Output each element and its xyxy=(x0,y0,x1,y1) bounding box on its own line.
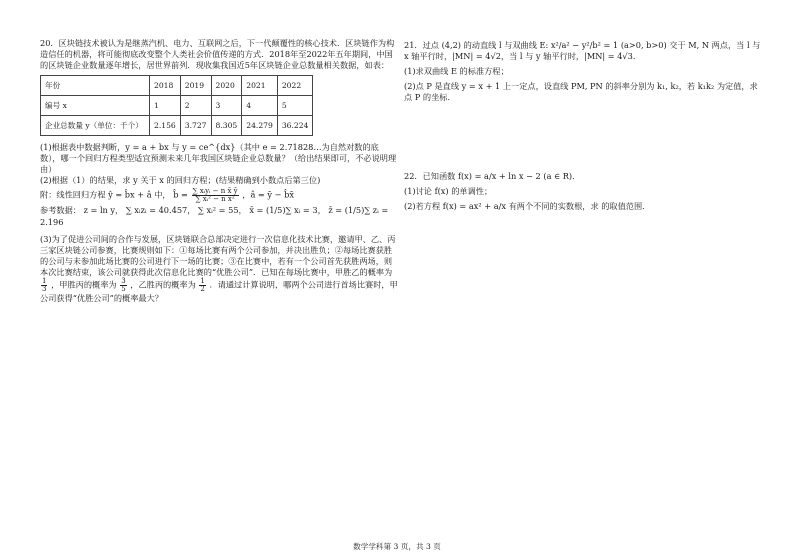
table-row-index xyxy=(41,96,313,116)
table-header-index: 编号 x xyxy=(41,96,150,116)
ref-xbar: x̄ = (1/5)∑ xᵢ = 3， xyxy=(249,205,326,216)
prob-yi-bing xyxy=(199,278,205,293)
q22-part1: (1)讨论 f(x) 的单调性； xyxy=(404,186,493,197)
q20-intro: 20．区块链技术被认为是继蒸汽机、电力、互联网之后，下一代颠覆性的核心技术．区块链作为构造信任的机器，将可能彻底改变整个人类社会价值传递的方式．2018年至2022年五年期间，中国的区块链企业数量逐年增长，居世界前列．现收集我国近5年区块链企业总数量相关数据，如表： xyxy=(40,38,395,71)
q22-stem: 22．已知函数 f(x) = a/x + ln x − 2 (a ∈ R)． xyxy=(404,171,581,182)
q20-part3b-mid: ，乙胜丙的概率为 xyxy=(130,279,196,290)
q20-part3b-end: ．请通过计算说明，哪两个公司进行首场比赛时，甲公司获得“优胜公司”的概率最大？ xyxy=(40,279,398,303)
table-header-year: 年份 xyxy=(41,76,150,96)
table-cell: 2.156 xyxy=(150,116,181,136)
prob-denominator: 3 xyxy=(42,284,47,293)
formula-a-hat: ，â = ȳ − b̂x̄ xyxy=(242,189,294,200)
reference-data xyxy=(40,205,398,227)
table-cell: 24.279 xyxy=(242,116,278,136)
formula-b-fraction xyxy=(192,188,239,203)
regression-formula xyxy=(40,188,398,203)
q20-data-table xyxy=(40,75,313,136)
table-cell: 36.224 xyxy=(277,116,313,136)
prob-jia-bing xyxy=(120,278,126,293)
prob-numerator: 1 xyxy=(200,276,205,285)
q20-part3b-pre: ，甲胜丙的概率为 xyxy=(51,279,117,290)
q20-part2: (2)根据（1）的结果，求 y 关于 x 的回归方程；(结果精确到小数点后第三位) xyxy=(40,175,321,186)
q21-stem: 21．过点 (4,2) 的动直线 l 与双曲线 E: x²/a² − y²/b² = 1 (a>0, b>0) 交于 M, N 两点，当 l 与 x 轴平行时，|MN| = 4√2，当 l 与 y 轴平行时，|MN| = 4√3． xyxy=(404,40,761,62)
prob-denominator: 2 xyxy=(200,284,205,293)
q21-part2: (2)点 P 是直线 y = x + 1 上一定点，设直线 PM, PN 的斜率分别为 k₁, k₂，若 k₁k₂ 为定值，求点 P 的坐标． xyxy=(404,81,758,103)
prob-jia-yi xyxy=(41,278,47,293)
formula-b-denominator: ∑ xᵢ² − n x̄² xyxy=(195,195,235,204)
table-cell: 2018 xyxy=(150,76,181,96)
ref-sum-xz: ∑ xᵢzᵢ = 40.457， xyxy=(125,205,196,216)
left-column xyxy=(40,38,398,304)
right-column xyxy=(404,40,764,213)
prob-numerator: 3 xyxy=(121,276,126,285)
formula-intro: 附：线性回归方程 ŷ = b̂x + â 中， xyxy=(40,189,171,200)
table-cell: 2021 xyxy=(242,76,278,96)
ref-zbar: z̄ = (1/5)∑ zᵢ = 2.196 xyxy=(40,205,389,227)
table-cell: 3.727 xyxy=(180,116,211,136)
formula-b-numerator: ∑ xᵢyᵢ − n x̄ ȳ xyxy=(192,187,238,196)
q21-part1: (1)求双曲线 E 的标准方程； xyxy=(404,66,509,77)
ref-sum-x2: ∑ xᵢ² = 55， xyxy=(198,205,247,216)
formula-b-hat: b̂ = xyxy=(173,189,188,200)
table-cell: 4 xyxy=(242,96,278,116)
table-cell: 2020 xyxy=(211,76,242,96)
q20-part1: (1)根据表中数据判断，y = a + bx 与 y = ce^{dx}（其中 e = 2.71828…为自然对数的底数），哪一个回归方程类型适宜预测未来几年我国区块链企业总数量？（给出结果即可，不必说明理由） xyxy=(40,142,397,175)
table-cell: 8.305 xyxy=(211,116,242,136)
table-row-count xyxy=(41,116,313,136)
table-cell: 1 xyxy=(150,96,181,116)
q20-part3-text: (3)为了促进公司间的合作与发展，区块链联合总部决定进行一次信息化技术比赛，邀请甲、乙、丙三家区块链公司参赛，比赛规则如下：①每场比赛有两个公司参加，并决出胜负；②每场比赛获胜的公司与未参加此场比赛的公司进行下一场的比赛；③在比赛中，若有一个公司首先获胜两场，则本次比赛结束，该公司就获得此次信息化比赛的“优胜公司”．已知在每场比赛中，甲胜乙的概率为 xyxy=(40,233,396,277)
ref-label: 参考数据： xyxy=(40,205,81,216)
table-header-count: 企业总数量 y（单位：千个） xyxy=(41,116,150,136)
ref-z: z = ln y， xyxy=(83,205,124,216)
table-cell: 3 xyxy=(211,96,242,116)
table-cell: 2 xyxy=(180,96,211,116)
q20-part3 xyxy=(40,234,398,304)
prob-denominator: 5 xyxy=(121,284,126,293)
table-cell: 2019 xyxy=(180,76,211,96)
q22-part2: (2)若方程 f(x) = ax² + a/x 有两个不同的实数根，求 的取值范围． xyxy=(404,201,651,212)
table-cell: 5 xyxy=(277,96,313,116)
table-cell: 2022 xyxy=(277,76,313,96)
table-row-year xyxy=(41,76,313,96)
prob-numerator: 1 xyxy=(42,276,47,285)
page-footer: 数学学科第 3 页，共 3 页 xyxy=(353,542,441,551)
